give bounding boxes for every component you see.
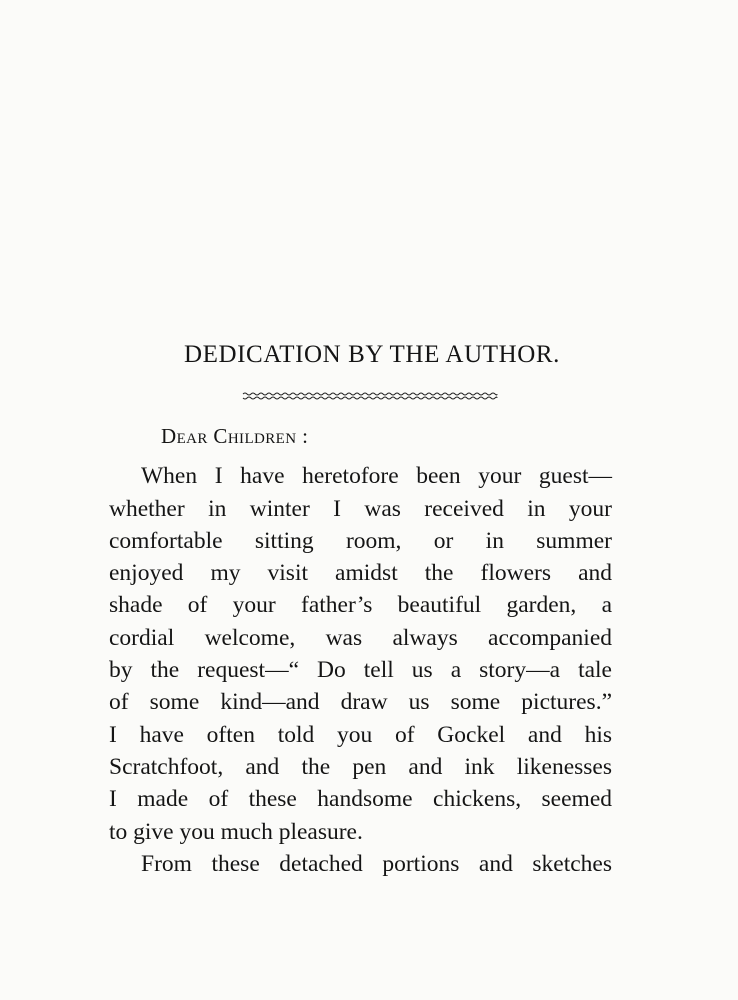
text-line: to give you much pleasure. (109, 818, 363, 845)
text-line: by the request—“ Do tell us a story—a tale (109, 657, 612, 684)
text-line: comfortable sitting room, or in summer (109, 527, 612, 554)
wavy-rule-top (243, 393, 497, 395)
dedication-body (109, 420, 612, 880)
text-line: I have often told you of Gockel and his (109, 721, 612, 748)
text-line: enjoyed my visit amidst the flowers and (109, 560, 612, 587)
wavy-rule-bottom (243, 397, 497, 399)
page-title-text: DEDICATION BY THE AUTHOR. (183, 341, 561, 368)
decorative-wavy-rule (241, 391, 499, 401)
text-line: When I have heretofore been your guest— (141, 463, 612, 490)
text-line: whether in winter I was received in your (109, 495, 612, 522)
text-line: From these detached portions and sketches (141, 850, 612, 877)
salutation: Dear Children : (161, 424, 309, 448)
text-line: I made of these handsome chickens, seemed (109, 786, 612, 813)
text-line: shade of your father’s beautiful garden, a (109, 592, 612, 619)
text-line: of some kind—and draw us some pictures.” (109, 689, 612, 716)
text-line: Scratchfoot, and the pen and ink likenesses (109, 753, 612, 780)
page-title (0, 338, 738, 372)
text-line: cordial welcome, was always accompanied (109, 624, 612, 651)
